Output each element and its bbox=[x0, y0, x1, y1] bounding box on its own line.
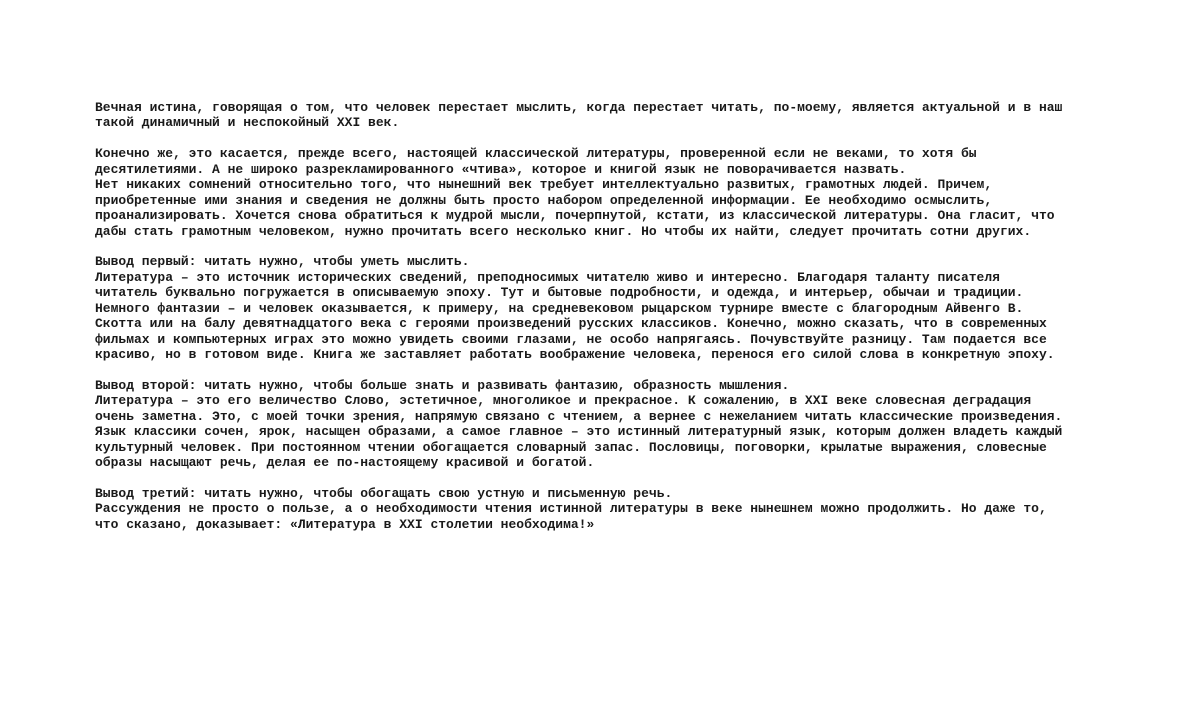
text-line: Конечно же, это касается, прежде всего, настоящей классической литературы, проверенной если не веками, то хотя бы bbox=[95, 146, 977, 162]
text-line: Литература – это его величество Слово, эстетичное, многоликое и прекрасное. К сожалению, в XXI веке словесная деградация bbox=[95, 393, 1032, 409]
text-line: культурный человек. При постоянном чтении обогащается словарный запас. Пословицы, поговорки, крылатые выражения, словесные bbox=[95, 439, 1047, 455]
paragraph-gap bbox=[95, 471, 1095, 486]
text-line: образы насыщают речь, делая ее по-настоящему красивой и богатой. bbox=[95, 455, 595, 471]
text-line: очень заметна. Это, с моей точки зрения, напрямую связано с чтением, а вернее с нежеланием читать классические произведения. bbox=[95, 408, 1063, 424]
paragraph-5 bbox=[95, 486, 1095, 532]
paragraph-2 bbox=[95, 146, 1095, 239]
text-line: фильмах и компьютерных играх это можно увидеть своими глазами, не особо напрягаясь. Почувствуйте разницу. Там подается все bbox=[95, 331, 1047, 347]
text-line: читатель буквально погружается в описываемую эпоху. Тут и бытовые подробности, и одежда, и интерьер, обычаи и традиции. bbox=[95, 285, 1024, 301]
text-line: Скотта или на балу девятнадцатого века с героями произведений русских классиков. Конечно, можно сказать, что в современных bbox=[95, 316, 1047, 332]
conclusion-heading: Вывод первый: читать нужно, чтобы уметь мыслить. bbox=[95, 254, 470, 270]
paragraph-gap bbox=[95, 131, 1095, 146]
conclusion-heading: Вывод третий: читать нужно, чтобы обогащать свою устную и письменную речь. bbox=[95, 485, 673, 501]
text-line: Язык классики сочен, ярок, насыщен образами, а самое главное – это истинный литературный язык, которым должен владеть каждый bbox=[95, 424, 1063, 440]
text-line: десятилетиями. А не широко разрекламированного «чтива», которое и книгой язык не поворачивается назвать. bbox=[95, 161, 907, 177]
paragraph-4 bbox=[95, 378, 1095, 471]
text-line: такой динамичный и неспокойный XXI век. bbox=[95, 115, 400, 131]
text-line: Немного фантазии – и человек оказывается, к примеру, на средневековом рыцарском турнире вместе с благородным Айвенго В. bbox=[95, 300, 1024, 316]
text-line: проанализировать. Хочется снова обратиться к мудрой мысли, почерпнутой, кстати, из классической литературы. Она гласит, что bbox=[95, 208, 1055, 224]
text-line: красиво, но в готовом виде. Книга же заставляет работать воображение человека, перенося его силой слова в конкретную эпоху. bbox=[95, 347, 1055, 362]
text-line: приобретенные ими знания и сведения не должны быть просто набором определенной информации. Ее необходимо осмыслить, bbox=[95, 192, 993, 208]
text-line: Нет никаких сомнений относительно того, что нынешний век требует интеллектуально развитых, грамотных людей. Причем, bbox=[95, 177, 993, 193]
text-line: что сказано, доказывает: «Литература в XXI столетии необходима!» bbox=[95, 516, 595, 532]
paragraph-gap bbox=[95, 239, 1095, 254]
paragraph-3 bbox=[95, 254, 1095, 362]
text-line: дабы стать грамотным человеком, нужно прочитать всего несколько книг. Но чтобы их найти, следует прочитать сотни других. bbox=[95, 223, 1032, 239]
document-body bbox=[95, 100, 1095, 532]
text-line: Вечная истина, говорящая о том, что человек перестает мыслить, когда перестает читать, по-моему, является актуальной и в наш bbox=[95, 100, 1063, 115]
conclusion-heading: Вывод второй: читать нужно, чтобы больше знать и развивать фантазию, образность мышления. bbox=[95, 377, 790, 393]
text-line: Литература – это источник исторических сведений, преподносимых читателю живо и интересно. Благодаря таланту писателя bbox=[95, 269, 1000, 285]
paragraph-1 bbox=[95, 100, 1095, 131]
text-line: Рассуждения не просто о пользе, а о необходимости чтения истинной литературы в веке нынешнем можно продолжить. Но даже то, bbox=[95, 501, 1047, 517]
paragraph-gap bbox=[95, 362, 1095, 377]
